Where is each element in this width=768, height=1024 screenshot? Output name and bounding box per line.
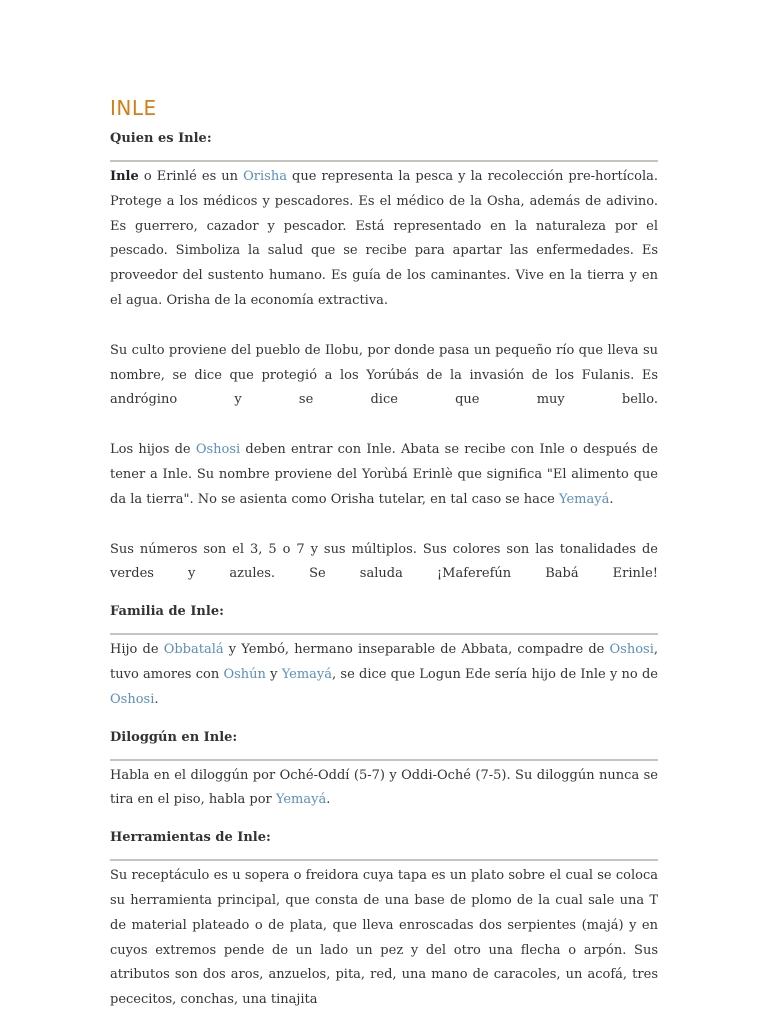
paragraph-text: . (154, 691, 159, 707)
paragraph-text: Habla en el diloggún por Oché-Oddí (5-7) y Oddi-Oché (7-5). Su diloggún nunca se tira en el piso, habla por (110, 767, 658, 808)
section-heading-quien: Quien es Inle: (110, 131, 212, 146)
paragraph-familia-1 (110, 638, 658, 712)
paragraph-text: , se dice que Logun Ede sería hijo de Inle y no de (332, 666, 658, 682)
orisha-link[interactable]: Yemayá (559, 491, 610, 507)
paragraph-quien-4 (110, 538, 658, 588)
paragraph-text: deben entrar con Inle. Abata se recibe con Inle o después de tener a Inle. Su nombre proviene del Yorùbá Erinlè que significa "El alimento que da la tierra". No se asienta como Orisha tutelar, en tal caso se hace (110, 442, 658, 507)
paragraph-text: y Yembó, hermano inseparable de Abbata, compadre de (223, 642, 610, 658)
section-heading-familia: Familia de Inle: (110, 604, 224, 620)
paragraph-text: Su receptáculo es u sopera o freidora cuya tapa es un plato sobre el cual se coloca su herramienta principal, que consta de una base de plomo de la cual sale una T de material plateado o de plata, que lleva enroscadas dos serpientes (majá) y en cuyos extremos pende de un lado un pez y del otro una flecha o arpón. Sus atributos son dos aros, anzuelos, pita, red, una mano de caracoles, un acofá, tres pececitos, conchas, una tinajita (110, 868, 658, 1008)
paragraph-herramientas-1 (110, 864, 658, 1013)
article-content (110, 94, 658, 1013)
orisha-link[interactable]: Orisha (243, 169, 287, 184)
orisha-link[interactable]: Oshosi (195, 442, 241, 458)
paragraph-text: y (265, 666, 282, 682)
paragraph-text: Hijo de (110, 642, 164, 658)
orisha-link[interactable]: Obbatalá (163, 642, 224, 658)
orisha-link[interactable]: Oshosi (609, 642, 654, 658)
paragraph-quien-1 (110, 165, 658, 314)
paragraph-text: , tuvo amores con (110, 642, 659, 682)
paragraph-text: . (609, 491, 614, 507)
bold-term: Inle (110, 169, 139, 184)
paragraph-text: Sus números son el 3, 5 o 7 y sus múltiplos. Sus colores son las tonalidades de verdes y azules. Se saluda ¡Maferefún Babá Erinle! (110, 541, 658, 582)
paragraph-quien-2 (110, 339, 658, 413)
orisha-link[interactable]: Oshosi (110, 691, 155, 707)
paragraph-text: Su culto proviene del pueblo de Ilobu, por donde pasa un pequeño río que lleva su nombre, se dice que protegió a los Yorúbás de la invasión de los Fulanis. Es andrógino y se dice que muy bello. (110, 342, 658, 408)
section-heading-herramientas: Herramientas de Inle: (110, 830, 271, 846)
orisha-link[interactable]: Yemayá (275, 792, 327, 808)
section-heading-diloggun: Diloggún en Inle: (110, 729, 238, 745)
paragraph-diloggun-1 (110, 764, 658, 814)
orisha-link[interactable]: Yemayá (281, 666, 333, 682)
paragraph-text: . (326, 792, 331, 808)
paragraph-text: que representa la pesca y la recolección pre-hortícola. Protege a los médicos y pescadores. Es el médico de la Osha, además de adivino. Es guerrero, cazador y pescador. Está representado en la naturaleza por el pescado. Simboliza la salud que se recibe para apartar las enfermedades. Es proveedor del sustento humano. Es guía de los caminantes. Vive en la tierra y en el agua. Orisha de la economía extractiva. (110, 169, 659, 308)
page-title: INLE (110, 96, 157, 120)
paragraph-text: Los hijos de (110, 442, 196, 458)
orisha-link[interactable]: Oshún (223, 666, 266, 682)
paragraph-quien-3 (110, 438, 658, 512)
paragraph-text: o Erinlé es un (138, 169, 244, 184)
